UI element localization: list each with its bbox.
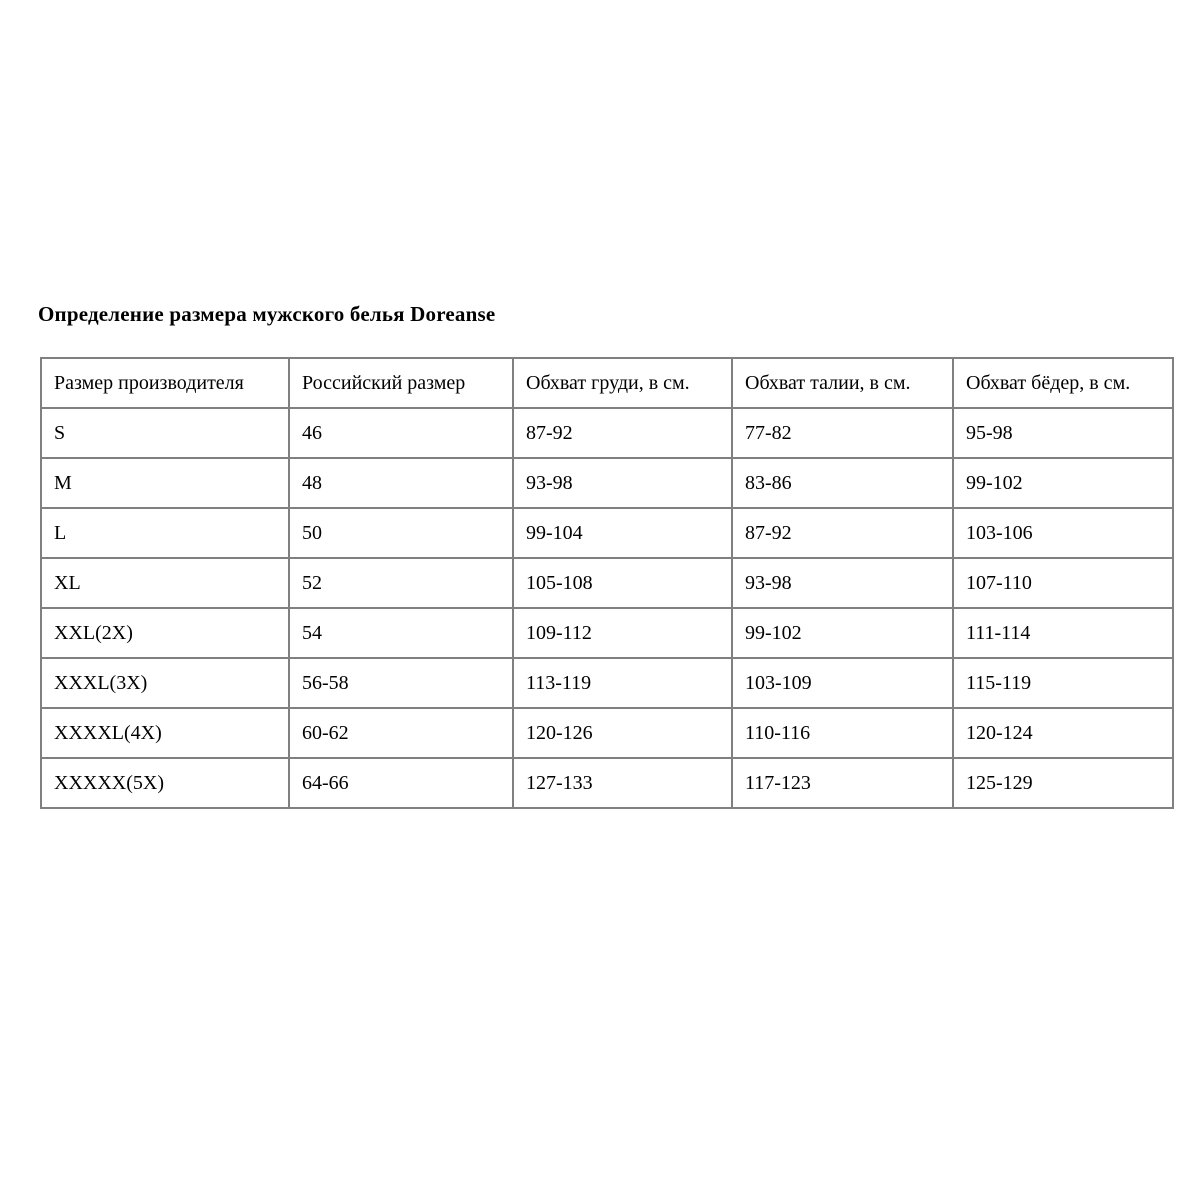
cell-chest: 127-133 (513, 758, 732, 808)
column-header-chest: Обхват груди, в см. (513, 358, 732, 408)
cell-waist: 99-102 (732, 608, 953, 658)
cell-manufacturer-size: XL (41, 558, 289, 608)
cell-russian-size: 46 (289, 408, 513, 458)
cell-hips: 115-119 (953, 658, 1173, 708)
cell-waist: 77-82 (732, 408, 953, 458)
cell-chest: 109-112 (513, 608, 732, 658)
cell-hips: 99-102 (953, 458, 1173, 508)
table-row (41, 408, 1173, 458)
table-row (41, 558, 1173, 608)
table-row (41, 458, 1173, 508)
cell-waist: 110-116 (732, 708, 953, 758)
cell-hips: 125-129 (953, 758, 1173, 808)
cell-manufacturer-size: L (41, 508, 289, 558)
column-header-waist: Обхват талии, в см. (732, 358, 953, 408)
cell-waist: 93-98 (732, 558, 953, 608)
cell-manufacturer-size: XXXXX(5X) (41, 758, 289, 808)
size-chart-table (40, 357, 1174, 809)
cell-manufacturer-size: S (41, 408, 289, 458)
page-title: Определение размера мужского белья Doreanse (38, 302, 496, 326)
cell-waist: 103-109 (732, 658, 953, 708)
cell-waist: 83-86 (732, 458, 953, 508)
table-row (41, 758, 1173, 808)
cell-chest: 113-119 (513, 658, 732, 708)
cell-russian-size: 54 (289, 608, 513, 658)
cell-hips: 107-110 (953, 558, 1173, 608)
cell-hips: 103-106 (953, 508, 1173, 558)
cell-hips: 95-98 (953, 408, 1173, 458)
cell-russian-size: 60-62 (289, 708, 513, 758)
cell-hips: 120-124 (953, 708, 1173, 758)
column-header-russian-size: Российский размер (289, 358, 513, 408)
cell-chest: 120-126 (513, 708, 732, 758)
cell-chest: 105-108 (513, 558, 732, 608)
cell-manufacturer-size: XXL(2X) (41, 608, 289, 658)
cell-chest: 99-104 (513, 508, 732, 558)
table-row (41, 708, 1173, 758)
cell-russian-size: 64-66 (289, 758, 513, 808)
cell-manufacturer-size: XXXXL(4X) (41, 708, 289, 758)
cell-manufacturer-size: M (41, 458, 289, 508)
cell-manufacturer-size: XXXL(3X) (41, 658, 289, 708)
column-header-hips: Обхват бёдер, в см. (953, 358, 1173, 408)
cell-russian-size: 56-58 (289, 658, 513, 708)
cell-russian-size: 50 (289, 508, 513, 558)
cell-chest: 87-92 (513, 408, 732, 458)
table-row (41, 508, 1173, 558)
table-row (41, 658, 1173, 708)
cell-russian-size: 48 (289, 458, 513, 508)
cell-waist: 87-92 (732, 508, 953, 558)
cell-chest: 93-98 (513, 458, 732, 508)
cell-waist: 117-123 (732, 758, 953, 808)
cell-hips: 111-114 (953, 608, 1173, 658)
column-header-manufacturer-size: Размер производителя (41, 358, 289, 408)
table-row (41, 608, 1173, 658)
cell-russian-size: 52 (289, 558, 513, 608)
table-header-row (41, 358, 1173, 408)
